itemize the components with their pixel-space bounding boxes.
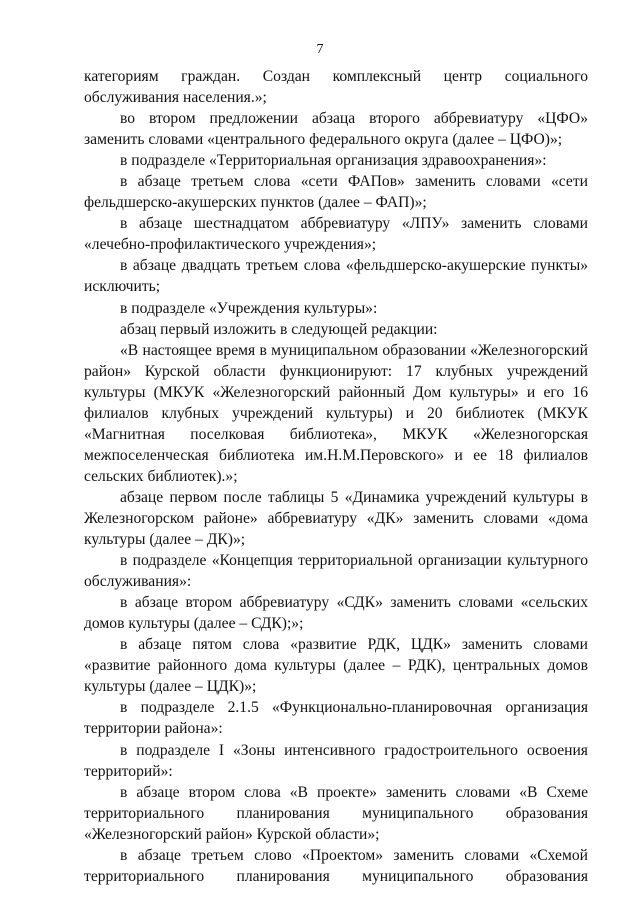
paragraph-continuation: категориям граждан. Создан комплексный центр социального обслуживания населения.»;	[84, 68, 588, 107]
paragraph-by-project-replacement: в абзаце третьем слово «Проектом» заменить словами «Схемой территориального планирования муниципального образования	[84, 846, 588, 885]
paragraph-culture-subsection: в подразделе «Учреждения культуры»:	[120, 299, 378, 317]
paragraph-fap-replacement: в абзаце третьем слова «сети ФАПов» заменить словами «сети фельдшерско-акушерских пунктов (далее – ФАП)»;	[84, 173, 588, 212]
paragraph-rdk-cdk-replacement: в абзаце пятом слова «развитие РДК, ЦДК» заменить словами «развитие районного дома культуры (далее – РДК), центральных домов культуры (далее – ЦДК)»;	[84, 636, 588, 696]
paragraph-subsection-2-1-5: в подразделе 2.1.5 «Функционально-планировочная организация территории района»:	[84, 699, 588, 738]
paragraph-lpu-replacement: в абзаце шестнадцатом аббревиатуру «ЛПУ» заменить словами «лечебно-профилактического учреждения»;	[84, 215, 588, 254]
page-number: 7	[316, 42, 324, 57]
paragraph-subsection-zone-i: в подразделе I «Зоны интенсивного градостроительного освоения территорий»:	[84, 741, 588, 780]
paragraph-fap-exclusion: в абзаце двадцать третьем слова «фельдшерско-акушерские пункты» исключить;	[84, 257, 588, 296]
paragraph-culture-institutions-quote: «В настоящее время в муниципальном образовании «Железногорский район» Курской области функционируют: 17 клубных учреждений культуры (МКУК «Железногорский районный Дом культуры» и его 16 филиалов клубных учреждений культуры) и 20 библиотек (МКУК «Магнитная поселковая библиотека», МКУК «Железногорская межпоселенческая библиотека им.Н.М.Перовского» и ее 18 филиалов сельских библиотек).»;	[84, 341, 588, 485]
paragraph-cfo-replacement: во втором предложении абзаца второго аббревиатуру «ЦФО» заменить словами «центрального федерального округа (далее – ЦФО)»;	[84, 110, 588, 149]
paragraph-healthcare-subsection: в подразделе «Территориальная организация здравоохранения»:	[120, 152, 547, 170]
paragraph-in-project-replacement: в абзаце втором слова «В проекте» заменить словами «В Схеме территориального планирования муниципального образования «Железногорский район» Курской области»;	[84, 783, 588, 843]
paragraph-sdk-replacement: в абзаце втором аббревиатуру «СДК» заменить словами «сельских домов культуры (далее – СДК);»;	[84, 594, 588, 633]
paragraph-dk-replacement: абзаце первом после таблицы 5 «Динамика учреждений культуры в Железногорском районе» аббревиатуру «ДК» заменить словами «дома культуры (далее – ДК)»;	[84, 488, 588, 549]
paragraph-new-wording-intro: абзац первый изложить в следующей редакции:	[120, 320, 438, 338]
document-body	[84, 66, 588, 887]
paragraph-culture-concept-subsection: в подразделе «Концепция территориальной организации культурного обслуживания»:	[84, 552, 588, 591]
